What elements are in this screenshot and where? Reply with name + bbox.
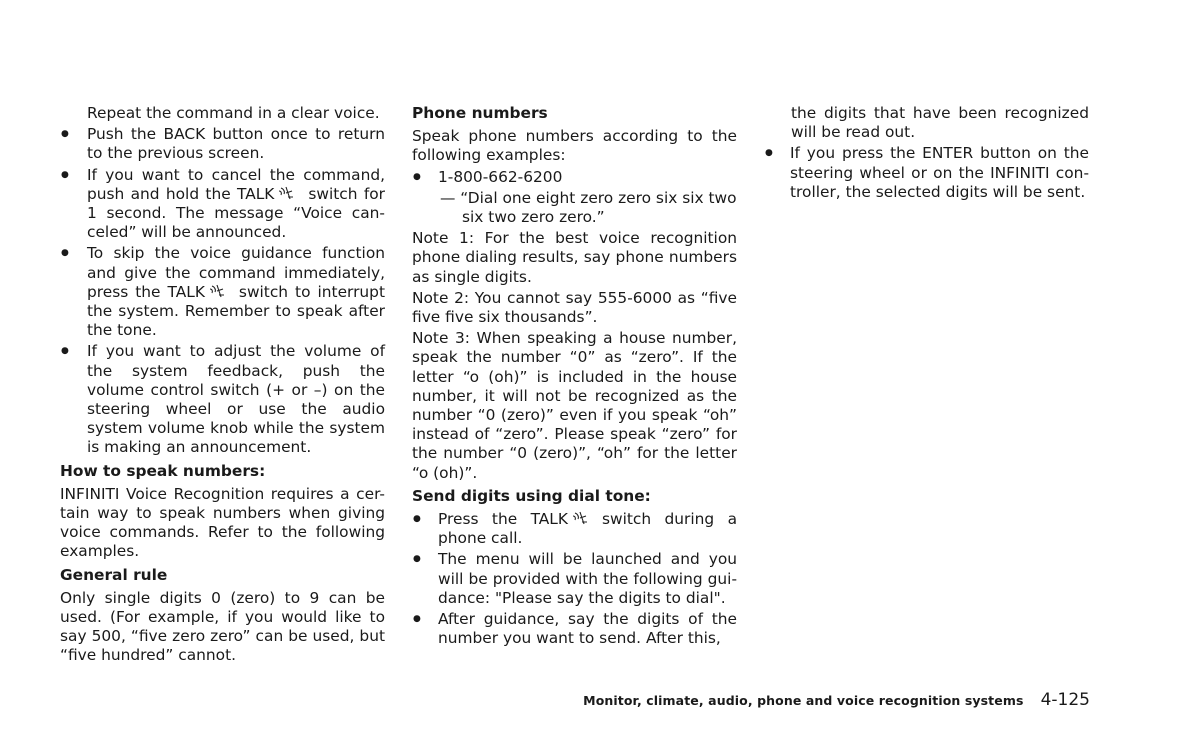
column-left: [60, 104, 385, 668]
talk-switch-icon: [278, 185, 304, 201]
bullet-list: [412, 168, 737, 187]
paragraph: Only single digits 0 (zero) to 9 can be used. (For example, if you would like to say 500, “five zero zero” can be used, but “five hundred” cannot.: [60, 588, 385, 665]
paragraph: the digits that have been recognized will be read out.: [791, 104, 1089, 142]
talk-switch-icon: [209, 283, 235, 299]
paragraph: Speak phone numbers according to the following examples:: [412, 127, 737, 165]
page-number: 4-125: [1040, 690, 1090, 710]
paragraph: INFINITI Voice Recognition requires a cer-tain way to speak numbers when giving voice commands. Refer to the following examples.: [60, 484, 385, 561]
list-item: [412, 510, 737, 548]
bullet-list: [412, 510, 737, 648]
note: Note 1: For the best voice recognition phone dialing results, say phone numbers as single digits.: [412, 229, 737, 286]
section-heading: Send digits using dial tone:: [412, 486, 651, 505]
list-item: [60, 244, 385, 340]
list-item-text: To skip the voice guidance function and give the command immediately, press the TALK: [87, 244, 385, 301]
bullet-list: [764, 144, 1089, 202]
page-footer: [583, 690, 1090, 710]
list-item-text: switch during a phone call.: [438, 510, 738, 548]
list-item-text: Press the TALK: [438, 510, 568, 529]
list-item-text: If you want to cancel the command, push and hold the TALK: [87, 165, 385, 203]
list-item: ● After guidance, say the digits of the number you want to send. After this,: [412, 610, 737, 648]
example-spoken: — “Dial one eight zero zero six six two six two zero zero.”: [440, 188, 737, 227]
list-item: ● The menu will be launched and you will be provided with the following gui-dance: "Please say the digits to dial".: [412, 550, 737, 608]
column-middle: [412, 104, 737, 650]
list-item-text: switch for 1 second. The message “Voice can-celed” will be announced.: [87, 184, 385, 242]
section-heading: General rule: [60, 565, 168, 584]
section-heading: How to speak numbers:: [60, 461, 266, 480]
list-item-text: switch to interrupt the system. Remember to speak after the tone.: [87, 282, 385, 340]
column-right: [764, 104, 1089, 204]
list-item: ● 1-800-662-6200: [412, 168, 737, 187]
talk-switch-icon: [572, 510, 598, 526]
list-item: ● Push the BACK button once to return to the previous screen.: [60, 125, 385, 163]
list-item: ● If you press the ENTER button on the steering wheel or on the INFINITI con-troller, the selected digits will be sent.: [764, 144, 1089, 202]
footer-title: Monitor, climate, audio, phone and voice recognition systems: [583, 693, 1024, 708]
list-item: [60, 166, 385, 243]
note: Note 2: You cannot say 555-6000 as “five five five six thousands”.: [412, 288, 737, 327]
note: Note 3: When speaking a house number, speak the number “0” as “zero”. If the letter “o (oh)” is included in the house number, it will not be recognized as the number “0 (zero)” even if you speak “oh” instead of “zero”. Please speak “zero” for the number “0 (zero)”, “oh” for the letter “o (oh)”.: [412, 329, 737, 482]
section-heading: Phone numbers: [412, 104, 548, 122]
list-item: ● If you want to adjust the volume of the system feedback, push the volume control switch (+ or –) on the steering wheel or use the audio system volume knob while the system is making an announcement.: [60, 342, 385, 457]
paragraph: Repeat the command in a clear voice.: [87, 104, 380, 122]
bullet-list: [60, 125, 385, 457]
